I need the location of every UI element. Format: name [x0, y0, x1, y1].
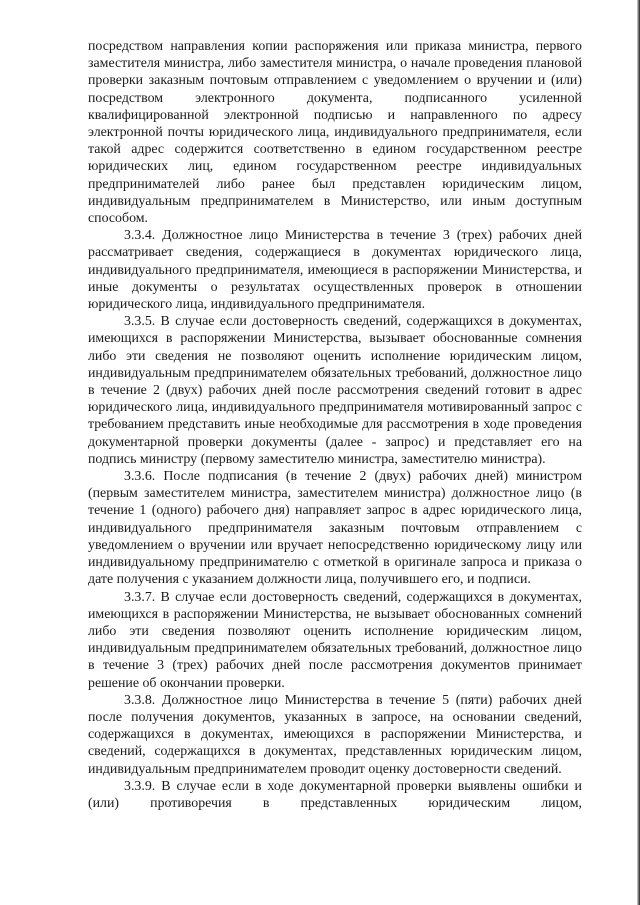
paragraph-3-3-8: 3.3.8. Должностное лицо Министерства в течение 5 (пяти) рабочих дней после получения документов, указанных в запросе, на основании сведений, содержащихся в документах, имеющихся в распоряжении Министерства, и сведений, содержащихся в документах, представленных юридическим лицом, индивидуальным предпринимателем проводит оценку достоверности сведений.: [88, 692, 582, 777]
document-body: [88, 38, 582, 812]
paragraph-continuation: посредством направления копии распоряжения или приказа министра, первого заместителя министра, либо заместителя министра, о начале проведения плановой проверки заказным почтовым отправлением с уведомлением о вручении и (или) посредством электронного документа, подписанного усиленной квалифицированной электронной подписью и направленного по адресу электронной почты юридического лица, индивидуального предпринимателя, если такой адрес содержится соответственно в едином государственном реестре юридических лиц, едином государственном реестре индивидуальных предпринимателей либо ранее был представлен юридическим лицом, индивидуальным предпринимателем в Министерство, или иным доступным способом.: [88, 39, 582, 227]
paragraph-3-3-7: 3.3.7. В случае если достоверность сведений, содержащихся в документах, имеющихся в распоряжении Министерства, не вызывает обоснованных сомнений либо эти сведения позволяют оценить исполнение юридическим лицом, индивидуальным предпринимателем обязательных требований, должностное лицо в течение 3 (трех) рабочих дней после рассмотрения документов принимает решение об окончании проверки.: [88, 589, 582, 691]
paragraph-3-3-4: 3.3.4. Должностное лицо Министерства в течение 3 (трех) рабочих дней рассматривает сведения, содержащиеся в документах юридического лица, индивидуального предпринимателя, имеющиеся в распоряжении Министерства, и иные документы о результатах осуществленных проверок в отношении юридического лица, индивидуального предпринимателя.: [88, 228, 582, 313]
paragraph-3-3-9: 3.3.9. В случае если в ходе документарной проверки выявлены ошибки и (или) противоречия в представленных юридическим лицом,: [88, 778, 582, 811]
paragraph-3-3-5: 3.3.5. В случае если достоверность сведений, содержащихся в документах, имеющихся в распоряжении Министерства, вызывает обоснованные сомнения либо эти сведения не позволяют оценить исполнение юридическим лицом, индивидуальным предпринимателем обязательных требований, должностное лицо в течение 2 (двух) рабочих дней после рассмотрения сведений готовит в адрес юридического лица, индивидуального предпринимателя мотивированный запрос с требованием представить иные необходимые для рассмотрения в ходе проведения документарной проверки документы (далее - запрос) и представляет его на подпись министру (первому заместителю министра, заместителю министра).: [88, 314, 582, 467]
paragraph-3-3-6: 3.3.6. После подписания (в течение 2 (двух) рабочих дней) министром (первым заместителем министра, заместителем министра) должностное лицо (в течение 1 (одного) рабочего дня) направляет запрос в адрес юридического лица, индивидуального предпринимателя заказным почтовым отправлением с уведомлением о вручении или вручает непосредственно юридическому лицу или индивидуальному предпринимателю с отметкой в оригинале запроса и приказа о дате получения с указанием должности лица, получившего его, и подписи.: [88, 469, 582, 588]
